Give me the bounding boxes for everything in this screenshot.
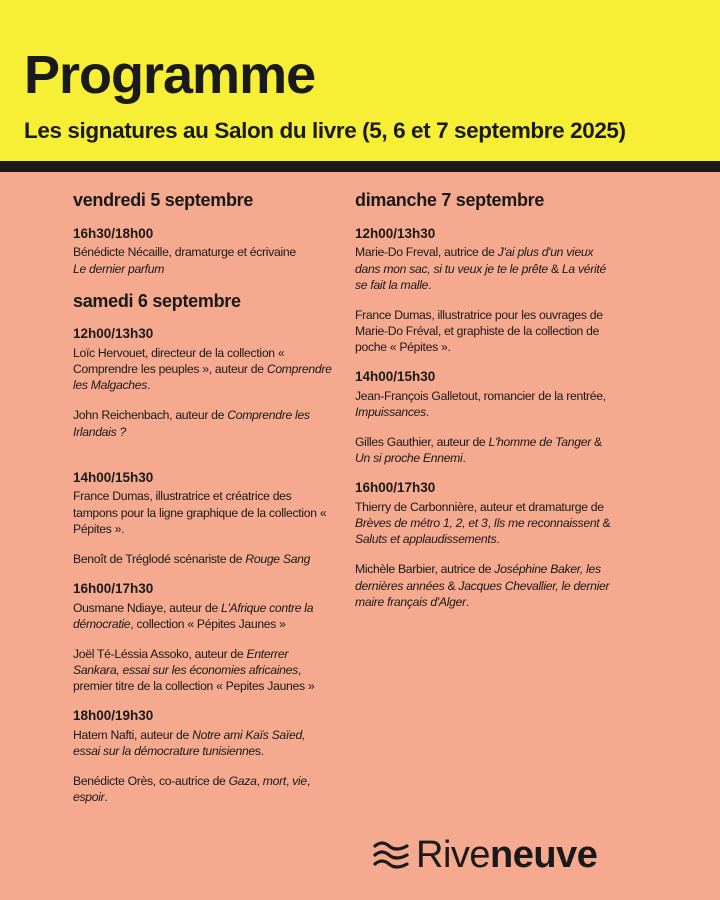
left-column [73, 190, 333, 819]
signing-entry: Jean-François Galletout, romancier de la rentrée, Impuissances. [355, 388, 606, 419]
day-heading: samedi 6 septembre [73, 290, 241, 311]
header-banner [0, 0, 720, 161]
signing-entry: Gilles Gauthier, auteur de L'homme de Tanger & Un si proche Ennemi. [355, 435, 602, 466]
right-column [355, 190, 615, 624]
day-heading: dimanche 7 septembre [355, 190, 545, 210]
slot-time: 14h00/15h30 [73, 469, 154, 485]
day-heading: vendredi 5 septembre [73, 190, 254, 210]
slot-time: 14h00/15h30 [355, 369, 436, 385]
slot-time: 18h00/19h30 [73, 708, 154, 724]
time-slot [73, 470, 333, 567]
page-subtitle: Les signatures au Salon du livre (5, 6 et 7 septembre 2025) [24, 118, 626, 143]
signing-entry: Loïc Hervouet, directeur de la collection « Comprendre les peuples », auteur de Comprendre les Malgaches. [73, 346, 332, 393]
time-slot [355, 226, 615, 355]
publisher-logo [372, 830, 642, 880]
slot-time: 12h00/13h30 [73, 326, 154, 342]
signing-entry: France Dumas, illustratrice pour les ouvrages de Marie-Do Fréval, et graphiste de la collection de poche « Pépites ». [355, 307, 603, 354]
signing-entry: Hatem Nafti, auteur de Notre ami Kaïs Saïed, essai sur la démocrature tunisiennes. [73, 728, 306, 759]
signing-entry: Benoît de Tréglodé scénariste de Rouge Sang [73, 551, 311, 566]
signing-entry: Michèle Barbier, autrice de Joséphine Baker, les dernières années & Jacques Chevallier, le dernier maire français d'Alger. [355, 562, 610, 609]
time-slot [73, 708, 333, 805]
signing-entry: Benédicte Orès, co-autrice de Gaza, mort, vie, espoir. [73, 774, 310, 805]
signing-entry: John Reichenbach, auteur de Comprendre les Irlandais ? [73, 408, 310, 439]
slot-time: 16h00/17h30 [73, 580, 154, 596]
signing-entry: France Dumas, illustratrice et créatrice des tampons pour la ligne graphique de la collection « Pépites ». [73, 489, 327, 536]
time-slot [355, 480, 615, 609]
time-slot [355, 369, 615, 466]
header-divider [0, 161, 720, 172]
signing-entry: Marie-Do Freval, autrice de J'ai plus d'un vieux dans mon sac, si tu veux je te le prête & La vérité se fait la malle. [355, 245, 606, 292]
signing-entry: Bénédicte Nécaille, dramaturge et écrivaine Le dernier parfum [73, 245, 296, 276]
signing-entry: Joël Té-Léssia Assoko, auteur de Enterrer Sankara, essai sur les économies africaines, premier titre de la collection « Pepites Jaunes » [73, 646, 315, 694]
slot-time: 16h30/18h00 [73, 225, 154, 241]
page-title: Programme [24, 45, 316, 105]
time-slot [73, 581, 333, 694]
slot-time: 12h00/13h30 [355, 225, 436, 241]
time-slot [73, 326, 333, 439]
signing-entry: Thierry de Carbonnière, auteur et dramaturge de Brèves de métro 1, 2, et 3, Ils me reconnaissent & Saluts et applaudissements. [355, 500, 611, 547]
slot-time: 16h00/17h30 [355, 480, 436, 496]
wave-lines-icon [372, 838, 410, 872]
time-slot [73, 226, 333, 277]
logo-wordmark: Riveneuve [416, 834, 598, 876]
signing-entry: Ousmane Ndiaye, auteur de L'Afrique contre la démocratie, collection « Pépites Jaunes » [73, 600, 314, 631]
